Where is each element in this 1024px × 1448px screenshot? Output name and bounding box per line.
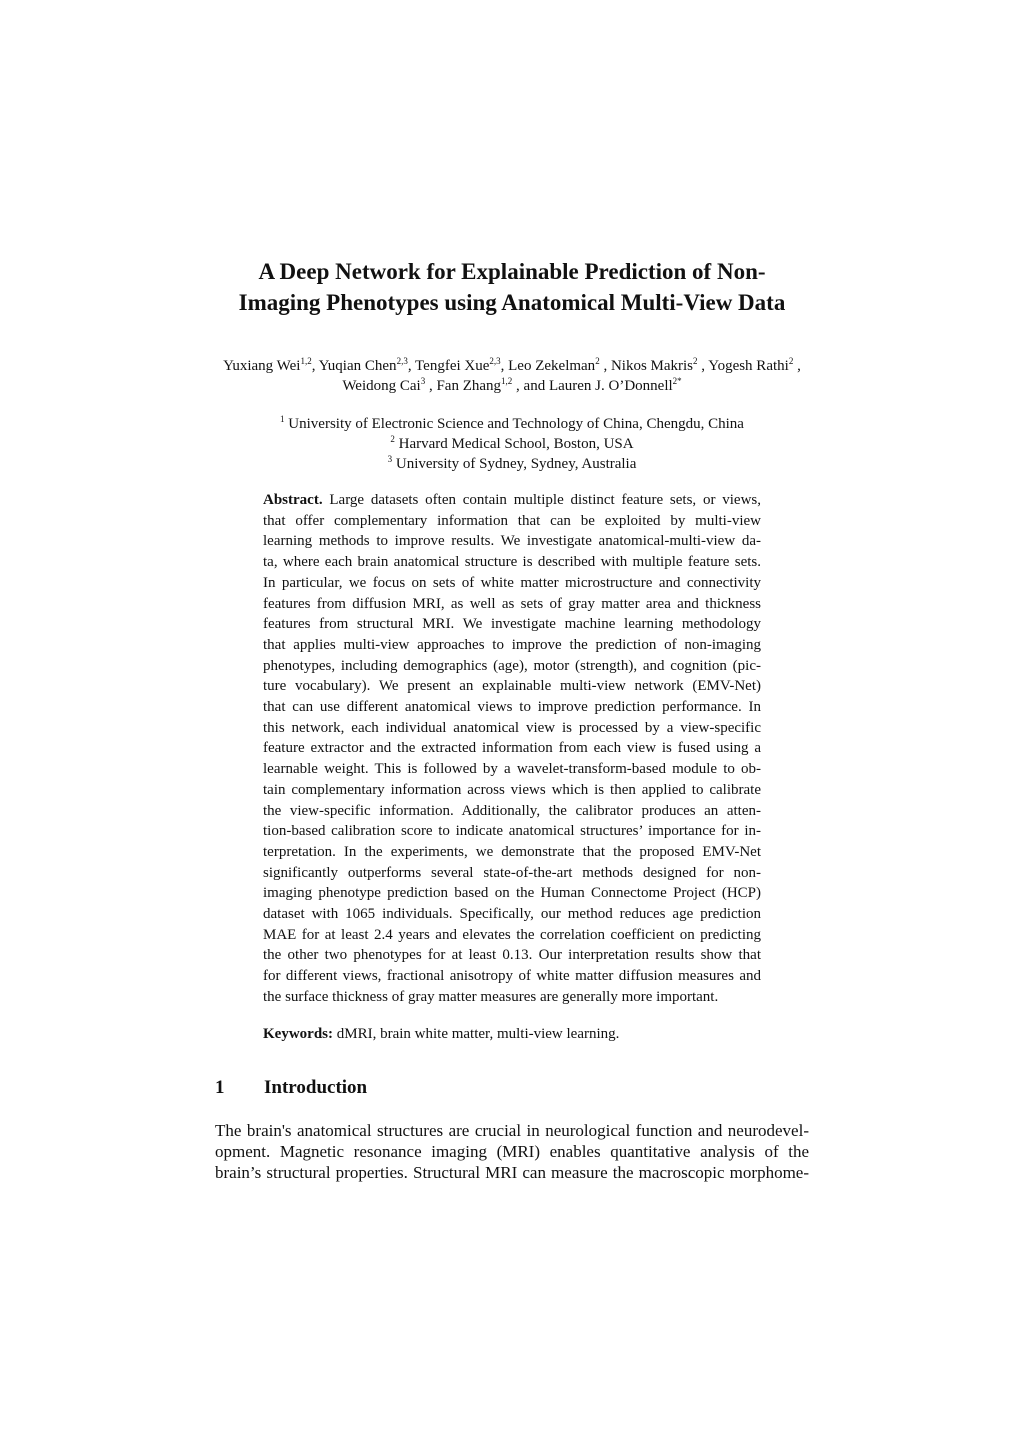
- affiliation-2: $^2$ Harvard Medical School, Boston, USA: [390, 434, 634, 452]
- author: Yogesh Rathi$^2$ ,: [708, 356, 801, 374]
- abstract-line: the view-specific information. Additionally, the calibrator produces an atten-: [263, 802, 761, 819]
- abstract-line: In particular, we focus on sets of white matter microstructure and connectivity: [263, 574, 761, 591]
- paper-title: [190, 256, 834, 318]
- abstract-line: the surface thickness of gray matter measures are generally more important.: [263, 988, 719, 1005]
- section-number: 1: [215, 1077, 225, 1098]
- author-list: [212, 356, 812, 396]
- keywords: [263, 1024, 761, 1044]
- abstract-line: that can use different anatomical views to improve prediction performance. In: [263, 699, 761, 716]
- abstract-line: learnable weight. This is followed by a wavelet-transform-based module to ob-: [263, 761, 761, 778]
- abstract-line: feature extractor and the extracted information from each view is fused using a: [263, 740, 761, 757]
- intro-line: opment. Magnetic resonance imaging (MRI) enables quantitative analysis of the: [215, 1142, 809, 1161]
- abstract-line: the other two phenotypes for at least 0.13. Our interpretation results show that: [263, 947, 761, 964]
- abstract-line: ta, where each brain anatomical structure is described with multiple feature sets.: [263, 554, 761, 571]
- abstract-line: that applies multi-view approaches to improve the prediction of non-imaging: [263, 636, 761, 653]
- abstract-line: this network, each individual anatomical view is processed by a view-specific: [263, 719, 761, 736]
- keywords-label: Keywords:: [263, 1026, 333, 1042]
- abstract-line: significantly outperforms several state-of-the-art methods designed for non-: [263, 864, 761, 881]
- intro-line: brain’s structural properties. Structural MRI can measure the macroscopic morphome-: [215, 1163, 809, 1182]
- author: Nikos Makris$^2$ ,: [610, 356, 709, 374]
- abstract-line: learning methods to improve results. We investigate anatomical-multi-view da-: [263, 533, 761, 550]
- abstract-line: features from diffusion MRI, as well as sets of gray matter area and thickness: [263, 595, 761, 612]
- author: Tengfei Xue$^{2,3}$,: [415, 356, 509, 374]
- abstract-line: terpretation. In the experiments, we demonstrate that the proposed EMV-Net: [263, 843, 761, 860]
- section-heading-introduction: [215, 1075, 367, 1101]
- abstract-line: for different views, fractional anisotropy of white matter diffusion measures and: [263, 968, 761, 985]
- abstract-line: tain complementary information across views which is then applied to calibrate: [263, 781, 761, 798]
- author: Lauren J. O’Donnell$^{2*}$: [548, 376, 682, 394]
- affiliation-3: $^3$ University of Sydney, Sydney, Australia: [387, 454, 637, 472]
- abstract-line: tion-based calibration score to indicate anatomical structures’ importance for in-: [263, 823, 761, 840]
- abstract-line: MAE for at least 2.4 years and elevates the correlation coefficient on predicting: [263, 926, 761, 943]
- title-line-2: Imaging Phenotypes using Anatomical Multi-View Data: [238, 290, 786, 315]
- introduction-paragraph: [215, 1120, 809, 1183]
- abstract-line: that offer complementary information that can be exploited by multi-view: [263, 512, 761, 529]
- keywords-text: dMRI, brain white matter, multi-view learning.: [333, 1026, 620, 1042]
- abstract-line: features from structural MRI. We investigate machine learning methodology: [263, 616, 761, 633]
- abstract-line: Abstract. Large datasets often contain multiple distinct feature sets, or views,: [263, 492, 761, 508]
- abstract-line: ture vocabulary). We present an explainable multi-view network (EMV-Net): [263, 678, 761, 695]
- affiliation-1: $^1$ University of Electronic Science and Technology of China, Chengdu, China: [280, 414, 744, 432]
- abstract: [263, 490, 761, 1008]
- author: Yuxiang Wei$^{1,2}$,: [223, 356, 319, 374]
- section-title: Introduction: [264, 1077, 368, 1098]
- abstract-line: imaging phenotype prediction based on the Human Connectome Project (HCP): [263, 885, 761, 902]
- intro-line: The brain's anatomical structures are crucial in neurological function and neurodevel-: [215, 1121, 809, 1140]
- title-line-1: A Deep Network for Explainable Prediction of Non-: [258, 259, 766, 284]
- abstract-label: Abstract.: [263, 492, 323, 508]
- author: Fan Zhang$^{1,2}$ , and: [436, 376, 549, 394]
- abstract-line: dataset with 1065 individuals. Specifically, our method reduces age prediction: [263, 906, 761, 923]
- author: Yuqian Chen$^{2,3}$,: [318, 356, 416, 374]
- author: Leo Zekelman$^2$ ,: [508, 356, 611, 374]
- abstract-line: phenotypes, including demographics (age), motor (strength), and cognition (pic-: [263, 657, 761, 674]
- author: Weidong Cai$^3$ ,: [342, 376, 437, 394]
